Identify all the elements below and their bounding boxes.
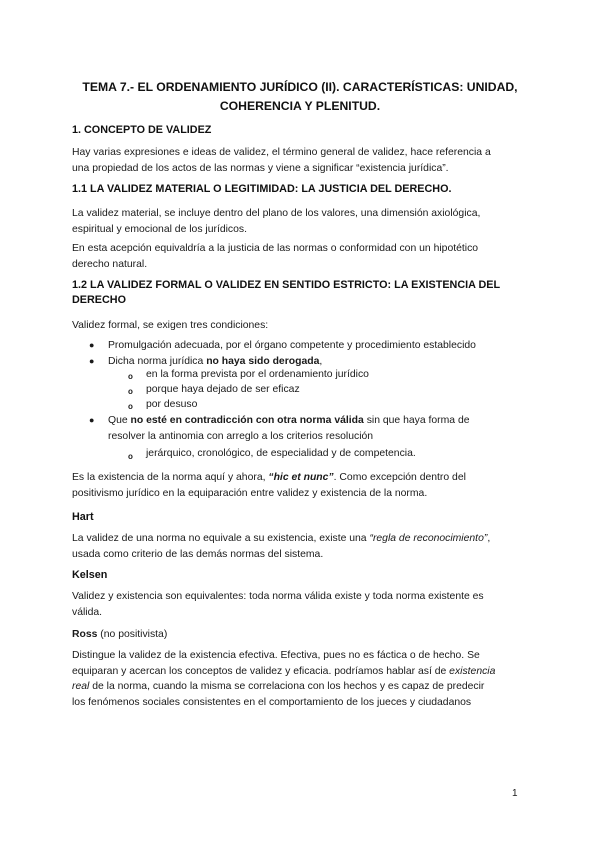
hart-italic: “regla de reconocimiento” bbox=[369, 533, 488, 544]
hart-line-1 bbox=[72, 531, 528, 547]
hart-post: , bbox=[487, 533, 491, 544]
ross-line-4: los fenómenos sociales consistentes en el comportamiento de los jueces y ciudadanos bbox=[72, 696, 472, 708]
kelsen-paragraph bbox=[72, 589, 528, 620]
hic-et-nunc: “hic et nunc” bbox=[268, 472, 334, 483]
section-1-2-heading-line-1: 1.2 LA VALIDEZ FORMAL O VALIDEZ EN SENTIDO ESTRICTO: LA EXISTENCIA DEL bbox=[72, 279, 501, 291]
section-1-1-p2-line-1: En esta acepción equivaldría a la justicia de las normas o conformidad con un hipotético bbox=[72, 243, 479, 254]
condition-2-pre: Dicha norma jurídica bbox=[108, 356, 207, 367]
title-line-1: TEMA 7.- EL ORDENAMIENTO JURÍDICO (II). CARACTERÍSTICAS: UNIDAD, bbox=[82, 80, 518, 94]
condition-3-pre: Que bbox=[108, 415, 131, 426]
ross-heading: Ross bbox=[72, 629, 98, 640]
section-1-2-heading bbox=[72, 278, 528, 308]
title-line-2: COHERENCIA Y PLENITUD. bbox=[219, 99, 381, 113]
sub-bullet-icon: o bbox=[128, 387, 133, 396]
condition-2-sub-3: por desuso bbox=[146, 399, 198, 410]
ross-heading-note: (no positivista) bbox=[97, 629, 168, 640]
hart-line-2: usada como criterio de las demás normas del sistema. bbox=[72, 548, 324, 560]
existence-pre: Es la existencia de la norma aquí y ahora, bbox=[72, 472, 269, 483]
ross-line-2-italic: existencia bbox=[449, 665, 496, 677]
section-1-line-2: una propiedad de los actos de las normas y viene a significar “existencia jurídica”. bbox=[72, 162, 449, 174]
bullet-icon: ● bbox=[89, 340, 95, 350]
ross-line-3 bbox=[72, 679, 528, 695]
condition-3-line-2: resolver la antinomia con arreglo a los criterios resolución bbox=[108, 430, 374, 442]
section-1-1-p2-line-2: derecho natural. bbox=[72, 258, 148, 270]
section-1-1-paragraph-1 bbox=[72, 206, 528, 237]
section-1-line-1: Hay varias expresiones e ideas de validez, el término general de validez, hace referencia a bbox=[72, 147, 491, 158]
document-title bbox=[60, 78, 540, 116]
sub-bullet-icon: o bbox=[128, 402, 133, 411]
condition-3-sub-1: jerárquico, cronológico, de especialidad y de competencia. bbox=[146, 448, 416, 459]
condition-2-sub-2: porque haya dejado de ser eficaz bbox=[146, 384, 300, 395]
existence-paragraph bbox=[72, 470, 528, 501]
existence-line-2: positivismo jurídico en la equiparación entre validez y existencia de la norma. bbox=[72, 487, 428, 499]
ross-line-3-post: de la norma, cuando la misma se correlaciona con los hechos y es capaz de predecir bbox=[89, 681, 485, 692]
kelsen-heading: Kelsen bbox=[72, 569, 108, 581]
kelsen-line-1: Validez y existencia son equivalentes: toda norma válida existe y toda norma existente es bbox=[72, 591, 484, 602]
bullet-icon: ● bbox=[89, 415, 95, 425]
hart-pre: La validez de una norma no equivale a su existencia, existe una bbox=[72, 533, 370, 544]
section-1-1-p1-line-1: La validez material, se incluye dentro del plano de los valores, una dimensión axiológica, bbox=[72, 208, 481, 219]
condition-1: Promulgación adecuada, por el órgano competente y procedimiento establecido bbox=[108, 340, 476, 351]
sub-bullet-icon: o bbox=[128, 372, 133, 381]
page-number: 1 bbox=[512, 788, 518, 799]
ross-line-2-pre: equiparan y acercan los conceptos de validez y eficacia. podríamos hablar así de bbox=[72, 665, 450, 677]
ross-heading-line bbox=[72, 627, 528, 643]
section-1-1-heading: 1.1 LA VALIDEZ MATERIAL O LEGITIMIDAD: LA JUSTICIA DEL DERECHO. bbox=[72, 183, 452, 195]
section-1-1-paragraph-2 bbox=[72, 241, 528, 272]
condition-3-bold: no esté en contradicción con otra norma válida bbox=[130, 415, 364, 426]
hart-paragraph bbox=[72, 531, 528, 562]
condition-2-bold: no haya sido derogada bbox=[206, 356, 320, 367]
condition-2-post: , bbox=[319, 356, 323, 367]
existence-post: . Como excepción dentro del bbox=[333, 472, 466, 483]
section-1-2-heading-line-2: DERECHO bbox=[72, 294, 126, 306]
bullet-icon: ● bbox=[89, 356, 95, 366]
condition-3-post: sin que haya forma de bbox=[363, 415, 470, 426]
existence-line-1 bbox=[72, 470, 528, 486]
kelsen-line-2: válida. bbox=[72, 606, 103, 618]
section-1-paragraph bbox=[72, 145, 528, 176]
section-1-2-intro: Validez formal, se exigen tres condiciones: bbox=[72, 320, 269, 331]
hart-heading: Hart bbox=[72, 511, 94, 523]
ross-line-1: Distingue la validez de la existencia efectiva. Efectiva, pues no es fáctica o de hecho. Se bbox=[72, 650, 480, 661]
ross-line-2 bbox=[72, 664, 528, 680]
ross-line-3-italic: real bbox=[72, 681, 90, 692]
ross-paragraph bbox=[72, 648, 528, 710]
condition-2-sub-1: en la forma prevista por el ordenamiento jurídico bbox=[146, 369, 369, 380]
condition-3-line-1 bbox=[108, 413, 528, 429]
section-1-heading: 1. CONCEPTO DE VALIDEZ bbox=[72, 124, 212, 136]
condition-2 bbox=[108, 354, 528, 370]
sub-bullet-icon: o bbox=[128, 452, 133, 461]
section-1-1-p1-line-2: espiritual y emocional de los jurídicos. bbox=[72, 223, 247, 235]
condition-3 bbox=[108, 413, 528, 444]
